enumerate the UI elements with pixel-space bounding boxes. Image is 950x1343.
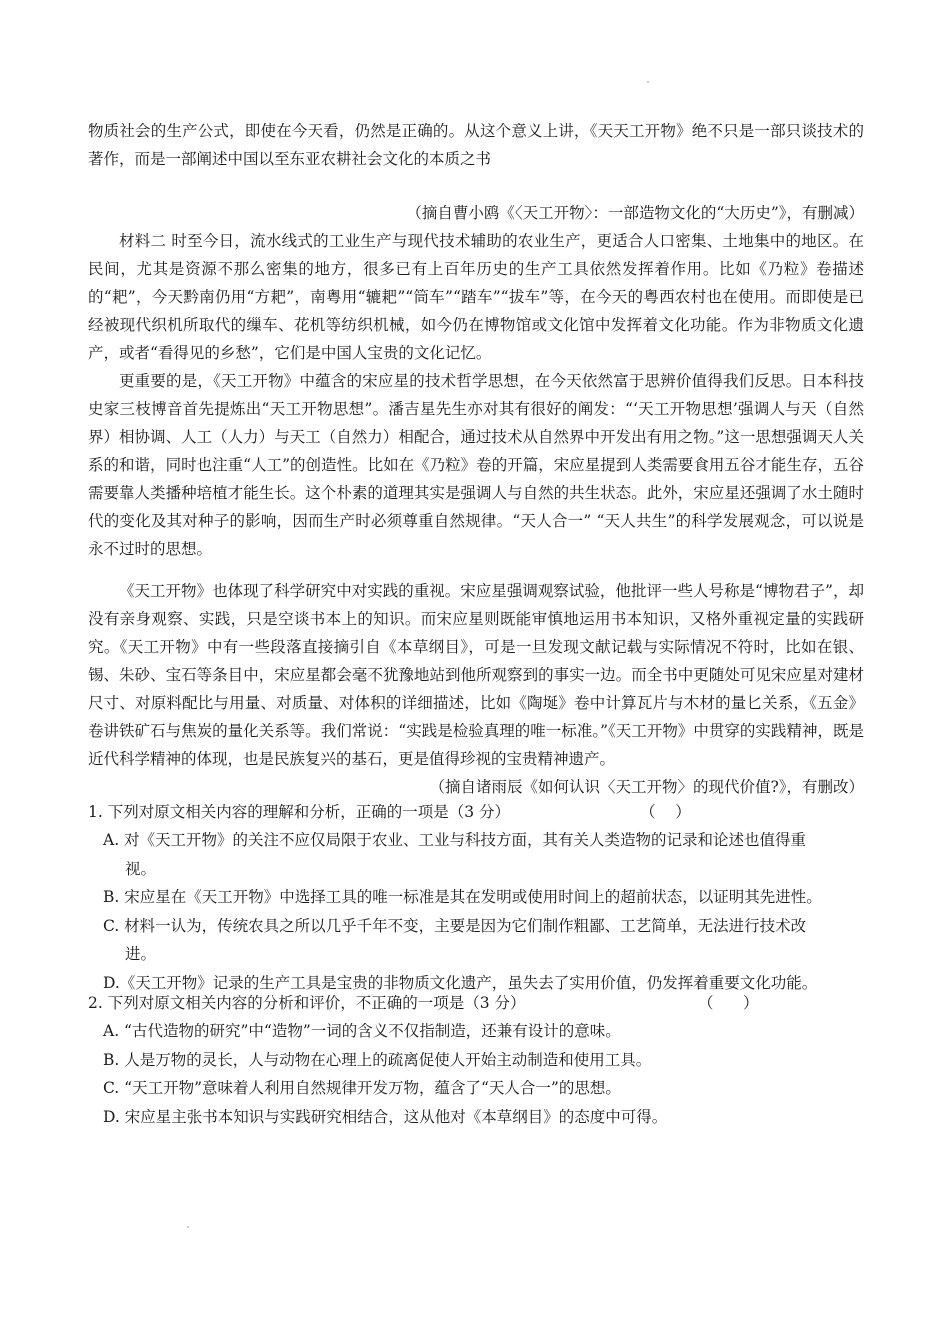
question-2 xyxy=(88,989,864,1131)
question-1-stem xyxy=(88,798,864,826)
question-2-stem xyxy=(88,989,864,1017)
question-1-option-c xyxy=(88,912,864,969)
question-1-answer-blank: （ ） xyxy=(640,803,691,821)
source-citation-2: （摘自诸雨辰《如何认识〈天工开物〉的现代价值?》，有删改） xyxy=(429,778,864,796)
option-text-continued: 进。 xyxy=(125,945,157,963)
material-2-paragraph-3: 《天工开物》也体现了科学研究中对实践的重视。宋应星强调观察试验，他批评一些人号称是“博物君子”，却没有亲身观察、实践，只是空谈书本上的知识。而宋应星则既能审慎地运用书本知识，又格外重视定量的实践研究。《天工开物》中有一些段落直接摘引自《本草纲目》，可是一旦发现文献记载与实际情况不符时，比如在银、锡、朱砂、宝石等条目中，宋应星都会毫不犹豫地站到他所观察到的事实一边。而全书中更随处可见宋应星对建材尺寸、对原料配比与用量、对质量、对体积的详细描述，比如《陶埏》卷中计算瓦片与木材的量匕关系，《五金》卷讲铁矿石与焦炭的量化关系等。我们常说：“实践是检验真理的唯一标准。”《天工开物》中贯穿的实践精神，既是近代科学精神的体现，也是民族复兴的基石，更是值得珍视的宝贵精神遗产。 xyxy=(88,582,864,768)
option-text: D.《天工开物》记录的生产工具是宝贵的非物质文化遗产，虽失去了实用价值，仍发挥着重要文化功能。 xyxy=(103,973,818,992)
source-citation-1: （摘自曹小鸥《〈天工开物〉：一部造物文化的“大历史”》，有删减） xyxy=(406,204,864,222)
question-1 xyxy=(88,798,864,997)
question-2-answer-blank: （ ） xyxy=(698,994,759,1012)
question-2-text: 2. 下列对原文相关内容的分析和评价，不正确的一项是（3 分） xyxy=(88,994,526,1012)
question-2-option-c xyxy=(88,1074,864,1103)
option-text: C. “天工开物”意味着人利用自然规律开发万物，蕴含了“天人合一”的思想。 xyxy=(103,1079,621,1097)
option-text-continued: 视。 xyxy=(125,859,157,878)
question-1-option-a xyxy=(88,826,864,883)
question-2-option-a xyxy=(88,1017,864,1046)
option-text: D. 宋应星主张书本知识与实践研究相结合，这从他对《本草纲目》的态度中可得。 xyxy=(103,1107,668,1126)
scan-speck xyxy=(647,81,649,83)
option-text: B. 宋应星在《天工开物》中选择工具的唯一标准是其在发明或使用时间上的超前状态，以证明其先进性。 xyxy=(103,888,822,906)
question-1-text: 1. 下列对原文相关内容的理解和分析，正确的一项是（3 分） xyxy=(88,803,511,821)
material-2-paragraph-1: 材料二 时至今日，流水线式的工业生产与现代技术辅助的农业生产，更适合人口密集、土地集中的地区。在民间，尤其是资源不那么密集的地方，很多已有上百年历史的生产工具依然发挥着作用。比如《乃粒》卷描述的“耙”，今天黔南仍用“方耙”，南粤用“辘耙”“筒车”“踏车”“拔车”等，在今天的粤西农村也在使用。而即使是已经被现代织机所取代的缫车、花机等纺织机械，如今仍在博物馆或文化馆中发挥着文化功能。作为非物质文化遗产，或者“看得见的乡愁”，它们是中国人宝贵的文化记忆。 xyxy=(88,232,864,362)
material-2-paragraph-2: 更重要的是，《天工开物》中蕴含的宋应星的技术哲学思想，在今天依然富于思辨价值得我们反思。日本科技史家三枝博音首先提炼出“天工开物思想”。潘吉星先生亦对其有很好的阐发：“‘天工开物思想’强调人与天（自然界）相协调、人工（人力）与天工（自然力）相配合，通过技术从自然界中开发出有用之物。”这一思想强调天人关系的和谐，同时也注重“人工”的创造性。比如在《乃粒》卷的开篇，宋应星提到人类需要食用五谷才能生存，五谷需要靠人类播种培植才能生长。这个朴素的道理其实是强调人与自然的共生状态。此外，宋应星还强调了水土随时代的变化及其对种子的影响，因而生产时必须尊重自然规律。“天人合一” “天人共生”的科学发展观念，可以说是永不过时的思想。 xyxy=(88,372,864,558)
option-text: C. 材料一认为，传统农具之所以几乎千年不变，主要是因为它们制作粗鄙、工艺简单，无法进行技术改 xyxy=(103,916,807,935)
question-2-option-b xyxy=(88,1046,864,1075)
question-1-option-b xyxy=(88,883,864,912)
question-2-option-d xyxy=(88,1103,864,1132)
continuation-paragraph: 物质社会的生产公式，即使在今天看，仍然是正确的。从这个意义上讲，《天天工开物》绝不只是一部只谈技术的著作，而是一部阐述中国以至东亚农耕社会文化的本质之书 xyxy=(88,122,864,168)
option-text: B. 人是万物的灵长，人与动物在心理上的疏离促使人开始主动制造和使用工具。 xyxy=(103,1050,652,1069)
scan-speck xyxy=(187,1226,189,1228)
option-text: A. 对《天工开物》的关注不应仅局限于农业、工业与科技方面，其有关人类造物的记录和论述也值得重 xyxy=(103,831,807,849)
option-text: A. “古代造物的研究”中“造物”一词的含义不仅指制造，还兼有设计的意味。 xyxy=(103,1022,621,1040)
